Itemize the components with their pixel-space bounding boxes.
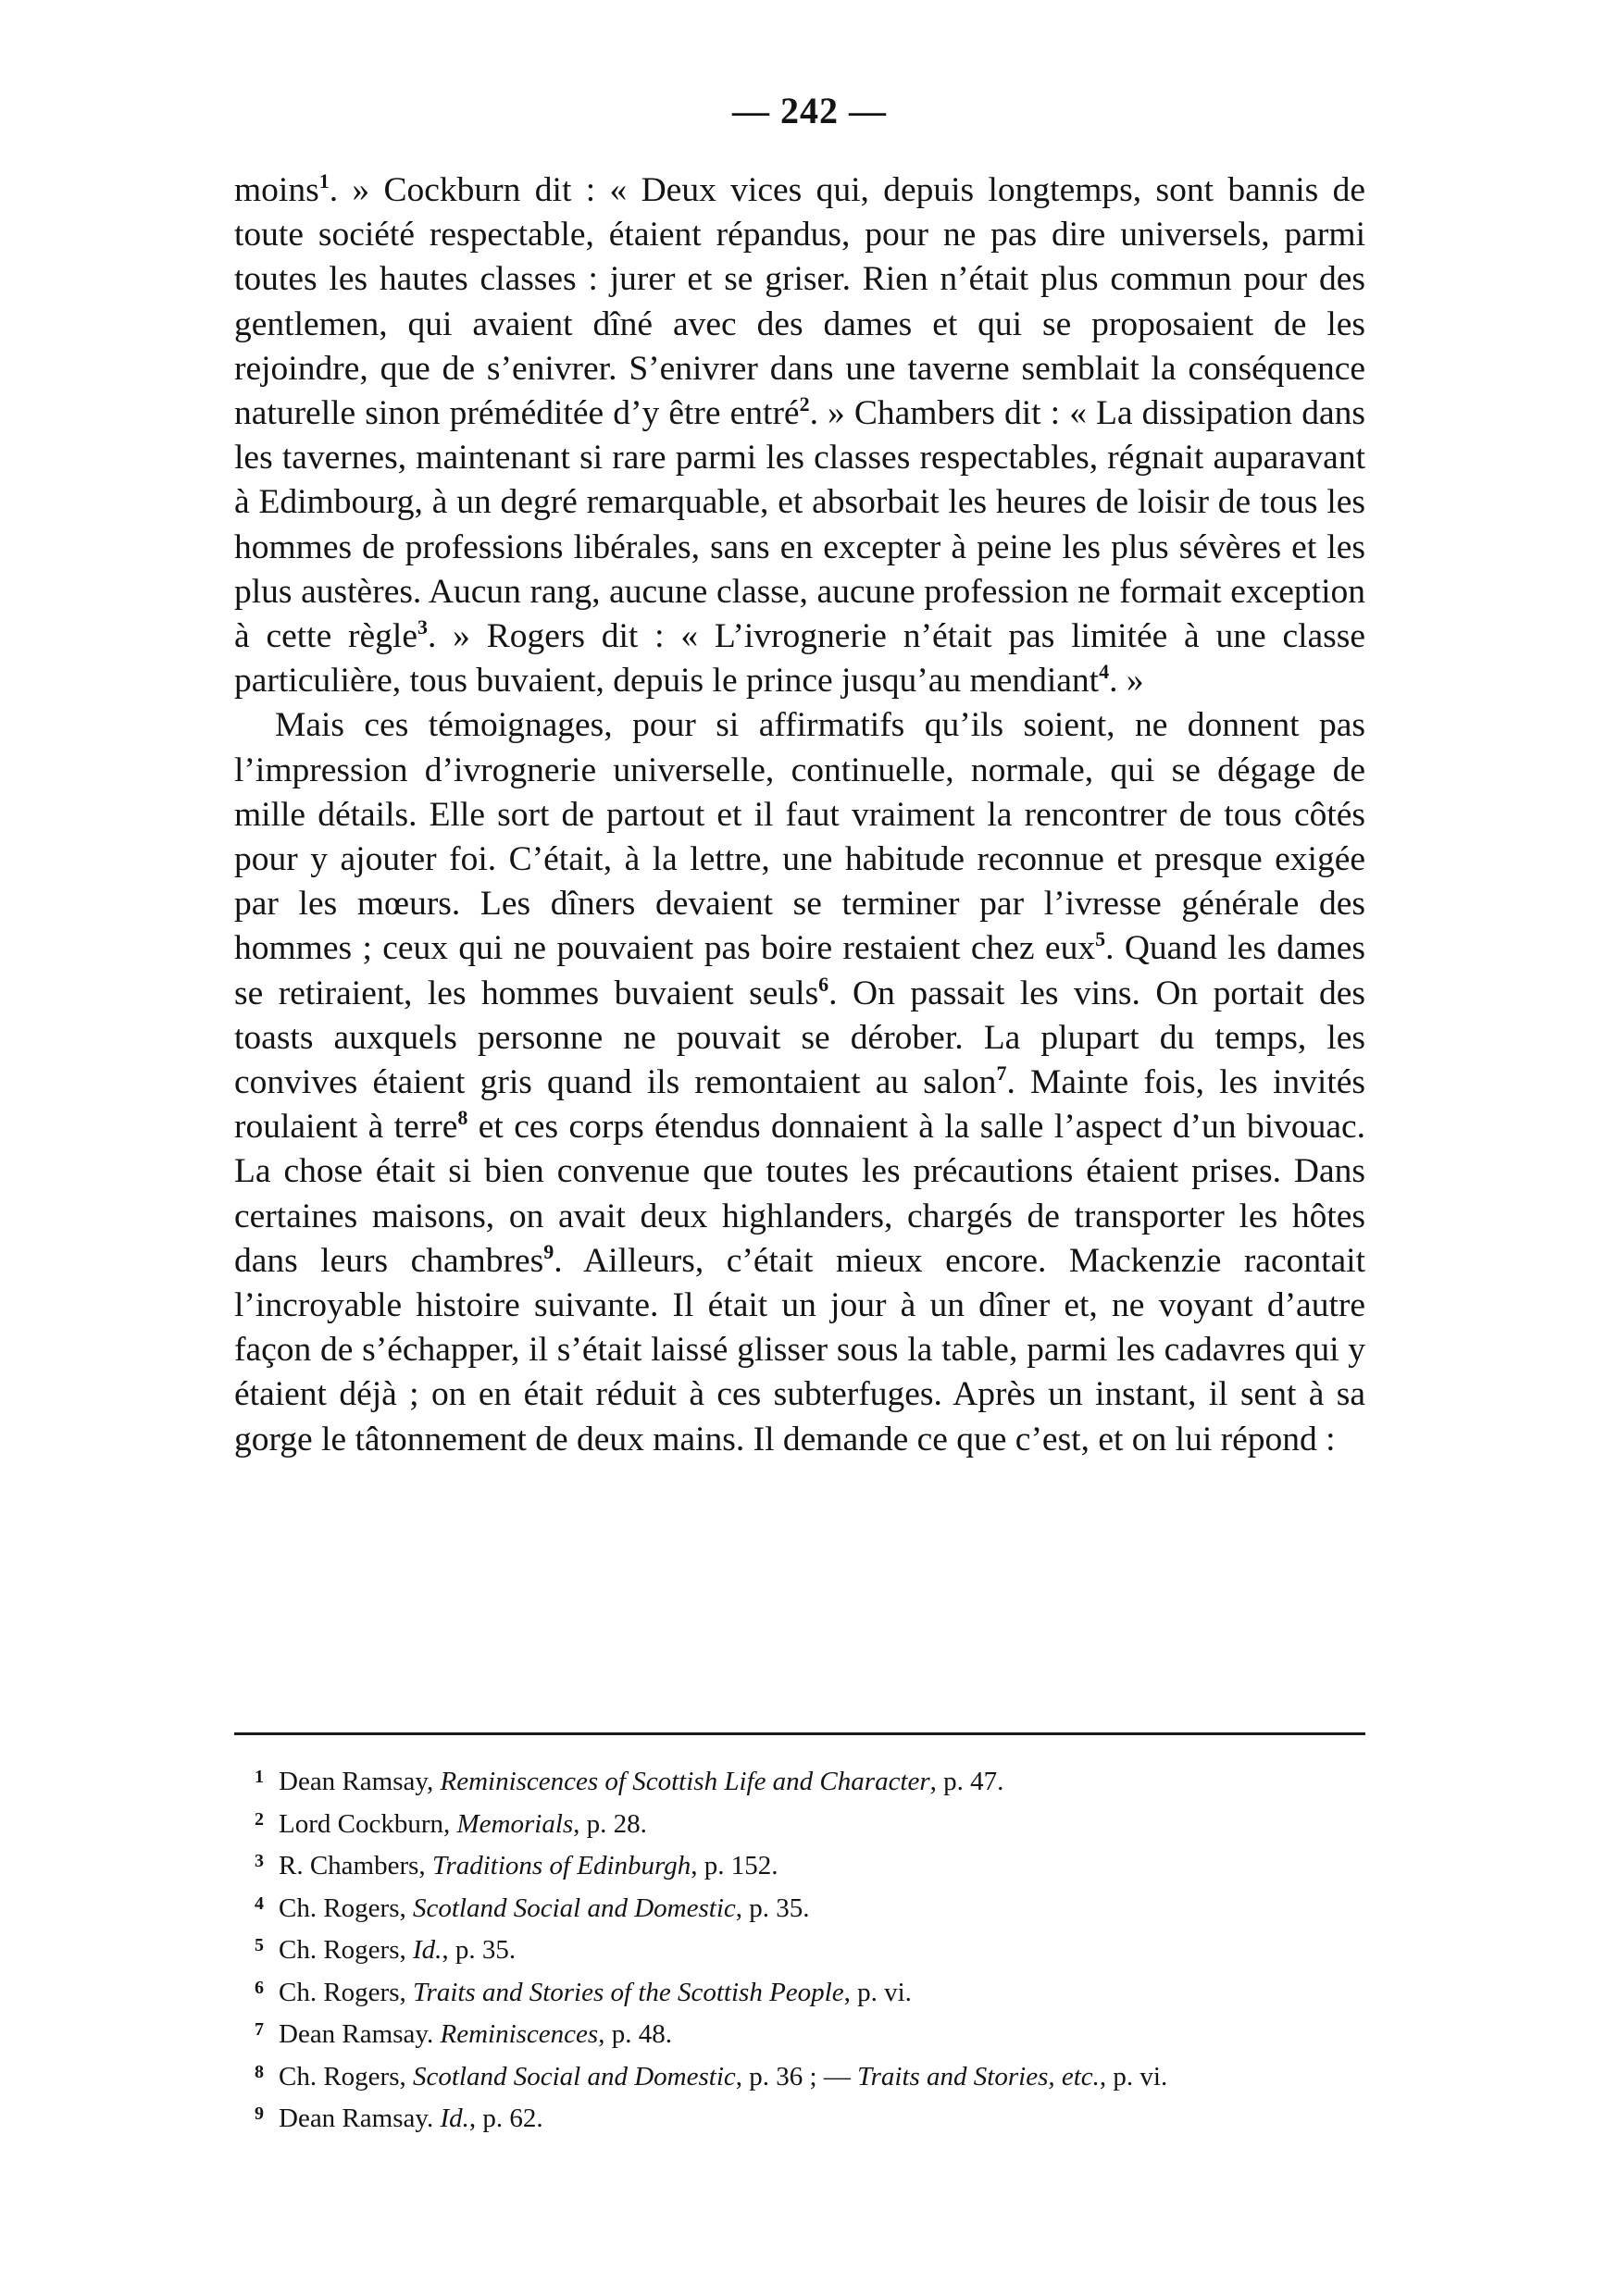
footnote-author: Dean Ramsay.: [279, 2104, 441, 2133]
footnote-author: Ch. Rogers,: [279, 1977, 413, 2007]
footnote-author: Dean Ramsay,: [279, 1767, 441, 1796]
footnote-title: Traits and Stories, etc.: [857, 2061, 1100, 2091]
text-run: . Quand les dames se retiraient, les hommes buvaient seuls: [234, 929, 1366, 1012]
footnote: [255, 2054, 1365, 2096]
footnote-ref: 7: [996, 1061, 1007, 1086]
footnote-title: Reminiscences of Scottish Life and Character: [440, 1767, 930, 1796]
footnote: [255, 1843, 1365, 1885]
footnote-number: 8: [255, 2061, 264, 2082]
footnote-author: Ch. Rogers,: [279, 1935, 413, 1965]
footnote: [255, 1969, 1365, 2012]
footnote-title: Reminiscences: [440, 2019, 599, 2049]
footnote-author: Dean Ramsay.: [279, 2019, 441, 2049]
footnote-ref: 4: [1099, 660, 1110, 684]
footnote-title: Traditions of Edinburgh: [431, 1851, 691, 1880]
footnote-page: , p. 35.: [735, 1893, 810, 1923]
footnote-ref: 9: [543, 1239, 554, 1263]
footnote-ref: 5: [1095, 927, 1106, 951]
footnote: [255, 2095, 1365, 2138]
text-run: et ces corps étendus donnaient à la salle l’aspect d’un bivouac. La chose était si bien convenue que toutes les précautions étaient prises. Dans certaines maisons, on avait deux highlanders, chargés de transporter les hôtes dans leurs chambres: [234, 1108, 1365, 1280]
footnote-page: , p. vi.: [843, 1977, 912, 2007]
footnote-number: 6: [255, 1977, 264, 1998]
footnote-ref: 1: [318, 169, 330, 192]
text-run: . » Chambers dit : « La dissipation dans les tavernes, maintenant si rare parmi les classes respectables, régnait auparavant à Edimbourg, à un degré remarquable, et absorbait les heures de loisir de tous les hommes de professions libérales, sans en excepter à peine les plus sévères et les plus austères. Aucun rang, aucune classe, aucune profession ne formait exception à cette règle: [234, 394, 1365, 656]
footnote-title: Scotland Social and Domestic: [413, 2061, 736, 2091]
paragraph: [234, 703, 1365, 1461]
footnote-page: , p. 48.: [598, 2019, 672, 2049]
text-run: . » Rogers dit : « L’ivrognerie n’était pas limitée à une classe particulière, tous buvaient, depuis le prince jusqu’au mendiant: [234, 617, 1365, 701]
footnote-number: 2: [255, 1808, 264, 1830]
footnote-ref: 2: [799, 392, 810, 416]
footnote-title: Id.: [440, 2104, 469, 2133]
footnote-number: 5: [255, 1935, 264, 1955]
footnote-page: , p. 152.: [691, 1851, 778, 1880]
footnote-number: 9: [255, 2104, 264, 2124]
paragraph: [234, 168, 1365, 703]
footnote-title: Id.: [413, 1935, 442, 1965]
footnote: [255, 1758, 1365, 1801]
footnote-page: , p. 36 ; —: [735, 2061, 858, 2091]
footnote-page: , p. vi.: [1099, 2061, 1168, 2091]
footnote-page: , p. 28.: [573, 1808, 647, 1839]
text-run: . » Cockburn dit : « Deux vices qui, depuis longtemps, sont bannis de toute société respectable, étaient répandus, pour ne pas dire universels, parmi toutes les hautes classes : jurer et se griser. Rien n’était plus commun pour des gentlemen, qui avaient dîné avec des dames et qui se proposaient de les rejoindre, que de s’enivrer. S’enivrer dans une taverne semblait la conséquence naturelle sinon préméditée d’y être entré: [234, 171, 1365, 433]
text-run: Mais ces témoignages, pour si affirmatifs qu’ils soient, ne donnent pas l’impression d’ivrognerie universelle, continuelle, normale, qui se dégage de mille détails. Elle sort de partout et il faut vraiment la rencontrer de tous côtés pour y ajouter foi. C’était, à la lettre, une habitude reconnue et presque exigée par les mœurs. Les dîners devaient se terminer par l’ivresse générale des hommes ; ceux qui ne pouvaient pas boire restaient chez eux: [234, 706, 1365, 968]
footnote-author: R. Chambers,: [279, 1851, 432, 1880]
footnote: [255, 1885, 1365, 1928]
footnote: [255, 1801, 1365, 1843]
footnote-page: , p. 62.: [468, 2104, 543, 2133]
footnotes: [255, 1758, 1365, 2138]
footnote-ref: 8: [457, 1106, 468, 1130]
text-run: . »: [1109, 662, 1144, 701]
footnote-ref: 6: [818, 972, 829, 996]
body-text: [234, 168, 1365, 1462]
footnote-title: Memorials: [456, 1808, 574, 1839]
footnote-page: , p. 47.: [929, 1767, 1004, 1796]
text-run: moins: [234, 171, 319, 209]
footnote: [255, 1927, 1365, 1969]
text-run: . Mainte fois, les invités roulaient à terre: [234, 1063, 1366, 1147]
footnote-author: Lord Cockburn,: [279, 1808, 457, 1839]
footnote-number: 7: [255, 2019, 264, 2040]
footnote: [255, 2011, 1365, 2054]
footnote-author: Ch. Rogers,: [279, 2061, 413, 2091]
footnote-page: , p. 35.: [442, 1935, 517, 1965]
footnote-ref: 3: [417, 615, 428, 639]
footnote-number: 4: [255, 1893, 264, 1914]
footnote-rule: [234, 1732, 1365, 1735]
footnote-title: Traits and Stories of the Scottish People: [413, 1977, 844, 2007]
footnote-title: Scotland Social and Domestic: [413, 1893, 736, 1923]
text-run: . On passait les vins. On portait des toasts auxquels personne ne pouvait se dérober. La plupart du temps, les convives étaient gris quand ils remontaient au salon: [234, 974, 1365, 1102]
footnote-number: 3: [255, 1851, 264, 1871]
footnote-number: 1: [255, 1767, 264, 1787]
footnote-author: Ch. Rogers,: [279, 1893, 413, 1923]
page-number: — 242 —: [732, 90, 887, 131]
text-run: . Ailleurs, c’était mieux encore. Mackenzie racontait l’incroyable histoire suivante. Il était un jour à un dîner et, ne voyant d’autre façon de s’échapper, il s’était laissé glisser sous la table, parmi les cadavres qui y étaient déjà ; on en était réduit à ces subterfuges. Après un instant, il sent à sa gorge le tâtonnement de deux mains. Il demande ce que c’est, et on lui répond :: [234, 1241, 1365, 1458]
